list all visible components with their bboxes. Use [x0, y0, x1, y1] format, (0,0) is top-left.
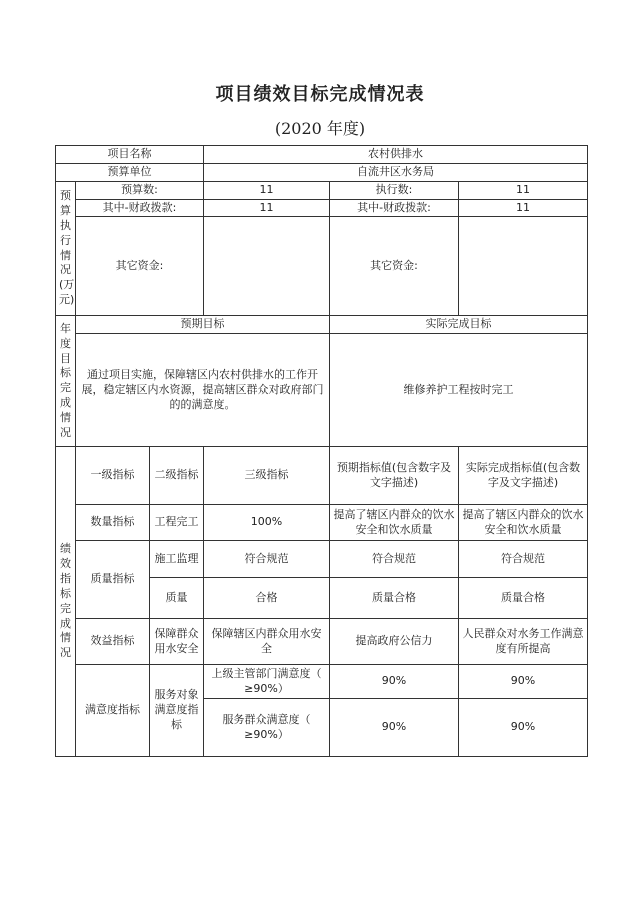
- satisfaction-indicator-row-1: [56, 665, 588, 699]
- actual-target-header: 实际完成目标: [330, 316, 588, 334]
- satisfaction-l2: 服务对象满意度指标: [150, 665, 204, 757]
- level1-header: 一级指标: [76, 447, 150, 505]
- page-title: 项目绩效目标完成情况表: [215, 84, 425, 105]
- benefit-actual: 人民群众对水务工作满意度有所提高: [459, 619, 588, 665]
- budget-section-label: 预算执行情况(万元): [56, 181, 76, 316]
- budget-unit-label: 预算单位: [56, 163, 204, 181]
- quality-l2-2: 质量: [150, 578, 204, 619]
- fiscal-execution-value: 11: [459, 199, 588, 217]
- quality-l3-2: 合格: [204, 578, 330, 619]
- annual-target-header-row: [56, 316, 588, 334]
- fiscal-allocation-row: [56, 199, 588, 217]
- quality-expected-1: 符合规范: [330, 541, 459, 578]
- quantity-l3: 100%: [204, 505, 330, 541]
- project-name-value: 农村供排水: [204, 146, 588, 164]
- fiscal-execution-label: 其中-财政拨款:: [330, 199, 459, 217]
- annual-target-content-row: [56, 334, 588, 447]
- quantity-actual: 提高了辖区内群众的饮水安全和饮水质量: [459, 505, 588, 541]
- execution-amount-label: 执行数:: [330, 181, 459, 199]
- quality-l1: 质量指标: [76, 541, 150, 619]
- annual-section-label: 年度目标完成情况: [56, 316, 76, 447]
- satisfaction-l3-2: 服务群众满意度（ ≥90%）: [204, 699, 330, 757]
- quantity-indicator-row: [56, 505, 588, 541]
- execution-amount-value: 11: [459, 181, 588, 199]
- other-funds-label: 其它资金:: [76, 217, 204, 316]
- quality-l3-1: 符合规范: [204, 541, 330, 578]
- satisfaction-expected-1: 90%: [330, 665, 459, 699]
- planned-target-header: 预期目标: [76, 316, 330, 334]
- benefit-indicator-row: [56, 619, 588, 665]
- indicator-section-label: 绩效指标完成情况: [56, 447, 76, 757]
- other-funds-row: [56, 217, 588, 316]
- quality-expected-2: 质量合格: [330, 578, 459, 619]
- benefit-expected: 提高政府公信力: [330, 619, 459, 665]
- other-funds-value: [204, 217, 330, 316]
- project-name-label: 项目名称: [56, 146, 204, 164]
- benefit-l3: 保障辖区内群众用水安全: [204, 619, 330, 665]
- quality-l2-1: 施工监理: [150, 541, 204, 578]
- satisfaction-l3-1: 上级主管部门满意度（ ≥90%）: [204, 665, 330, 699]
- other-funds-exec-value: [459, 217, 588, 316]
- fiscal-allocation-label: 其中-财政拨款:: [76, 199, 204, 217]
- project-name-row: [56, 146, 588, 164]
- indicator-header-row: [56, 447, 588, 505]
- level2-header: 二级指标: [150, 447, 204, 505]
- satisfaction-actual-2: 90%: [459, 699, 588, 757]
- page-subtitle: (2020 年度): [274, 119, 366, 138]
- budget-amount-value: 11: [204, 181, 330, 199]
- satisfaction-actual-1: 90%: [459, 665, 588, 699]
- actual-target-text: 维修养护工程按时完工: [330, 334, 588, 447]
- benefit-l2: 保障群众用水安全: [150, 619, 204, 665]
- expected-value-header: 预期指标值(包含数字及文字描述): [330, 447, 459, 505]
- budget-row: [56, 181, 588, 199]
- quantity-expected: 提高了辖区内群众的饮水安全和饮水质量: [330, 505, 459, 541]
- quantity-l1: 数量指标: [76, 505, 150, 541]
- performance-table: [55, 145, 588, 757]
- quality-indicator-row-1: [56, 541, 588, 578]
- planned-target-text: 通过项目实施，保障辖区内农村供排水的工作开展，稳定辖区内水资源，提高辖区群众对政府部门的的满意度。: [76, 334, 330, 447]
- satisfaction-expected-2: 90%: [330, 699, 459, 757]
- actual-value-header: 实际完成指标值(包含数字及文字描述): [459, 447, 588, 505]
- quantity-l2: 工程完工: [150, 505, 204, 541]
- budget-unit-row: [56, 163, 588, 181]
- fiscal-allocation-value: 11: [204, 199, 330, 217]
- other-funds-exec-label: 其它资金:: [330, 217, 459, 316]
- budget-unit-value: 自流井区水务局: [204, 163, 588, 181]
- satisfaction-l1: 满意度指标: [76, 665, 150, 757]
- benefit-l1: 效益指标: [76, 619, 150, 665]
- quality-actual-2: 质量合格: [459, 578, 588, 619]
- level3-header: 三级指标: [204, 447, 330, 505]
- budget-amount-label: 预算数:: [76, 181, 204, 199]
- quality-actual-1: 符合规范: [459, 541, 588, 578]
